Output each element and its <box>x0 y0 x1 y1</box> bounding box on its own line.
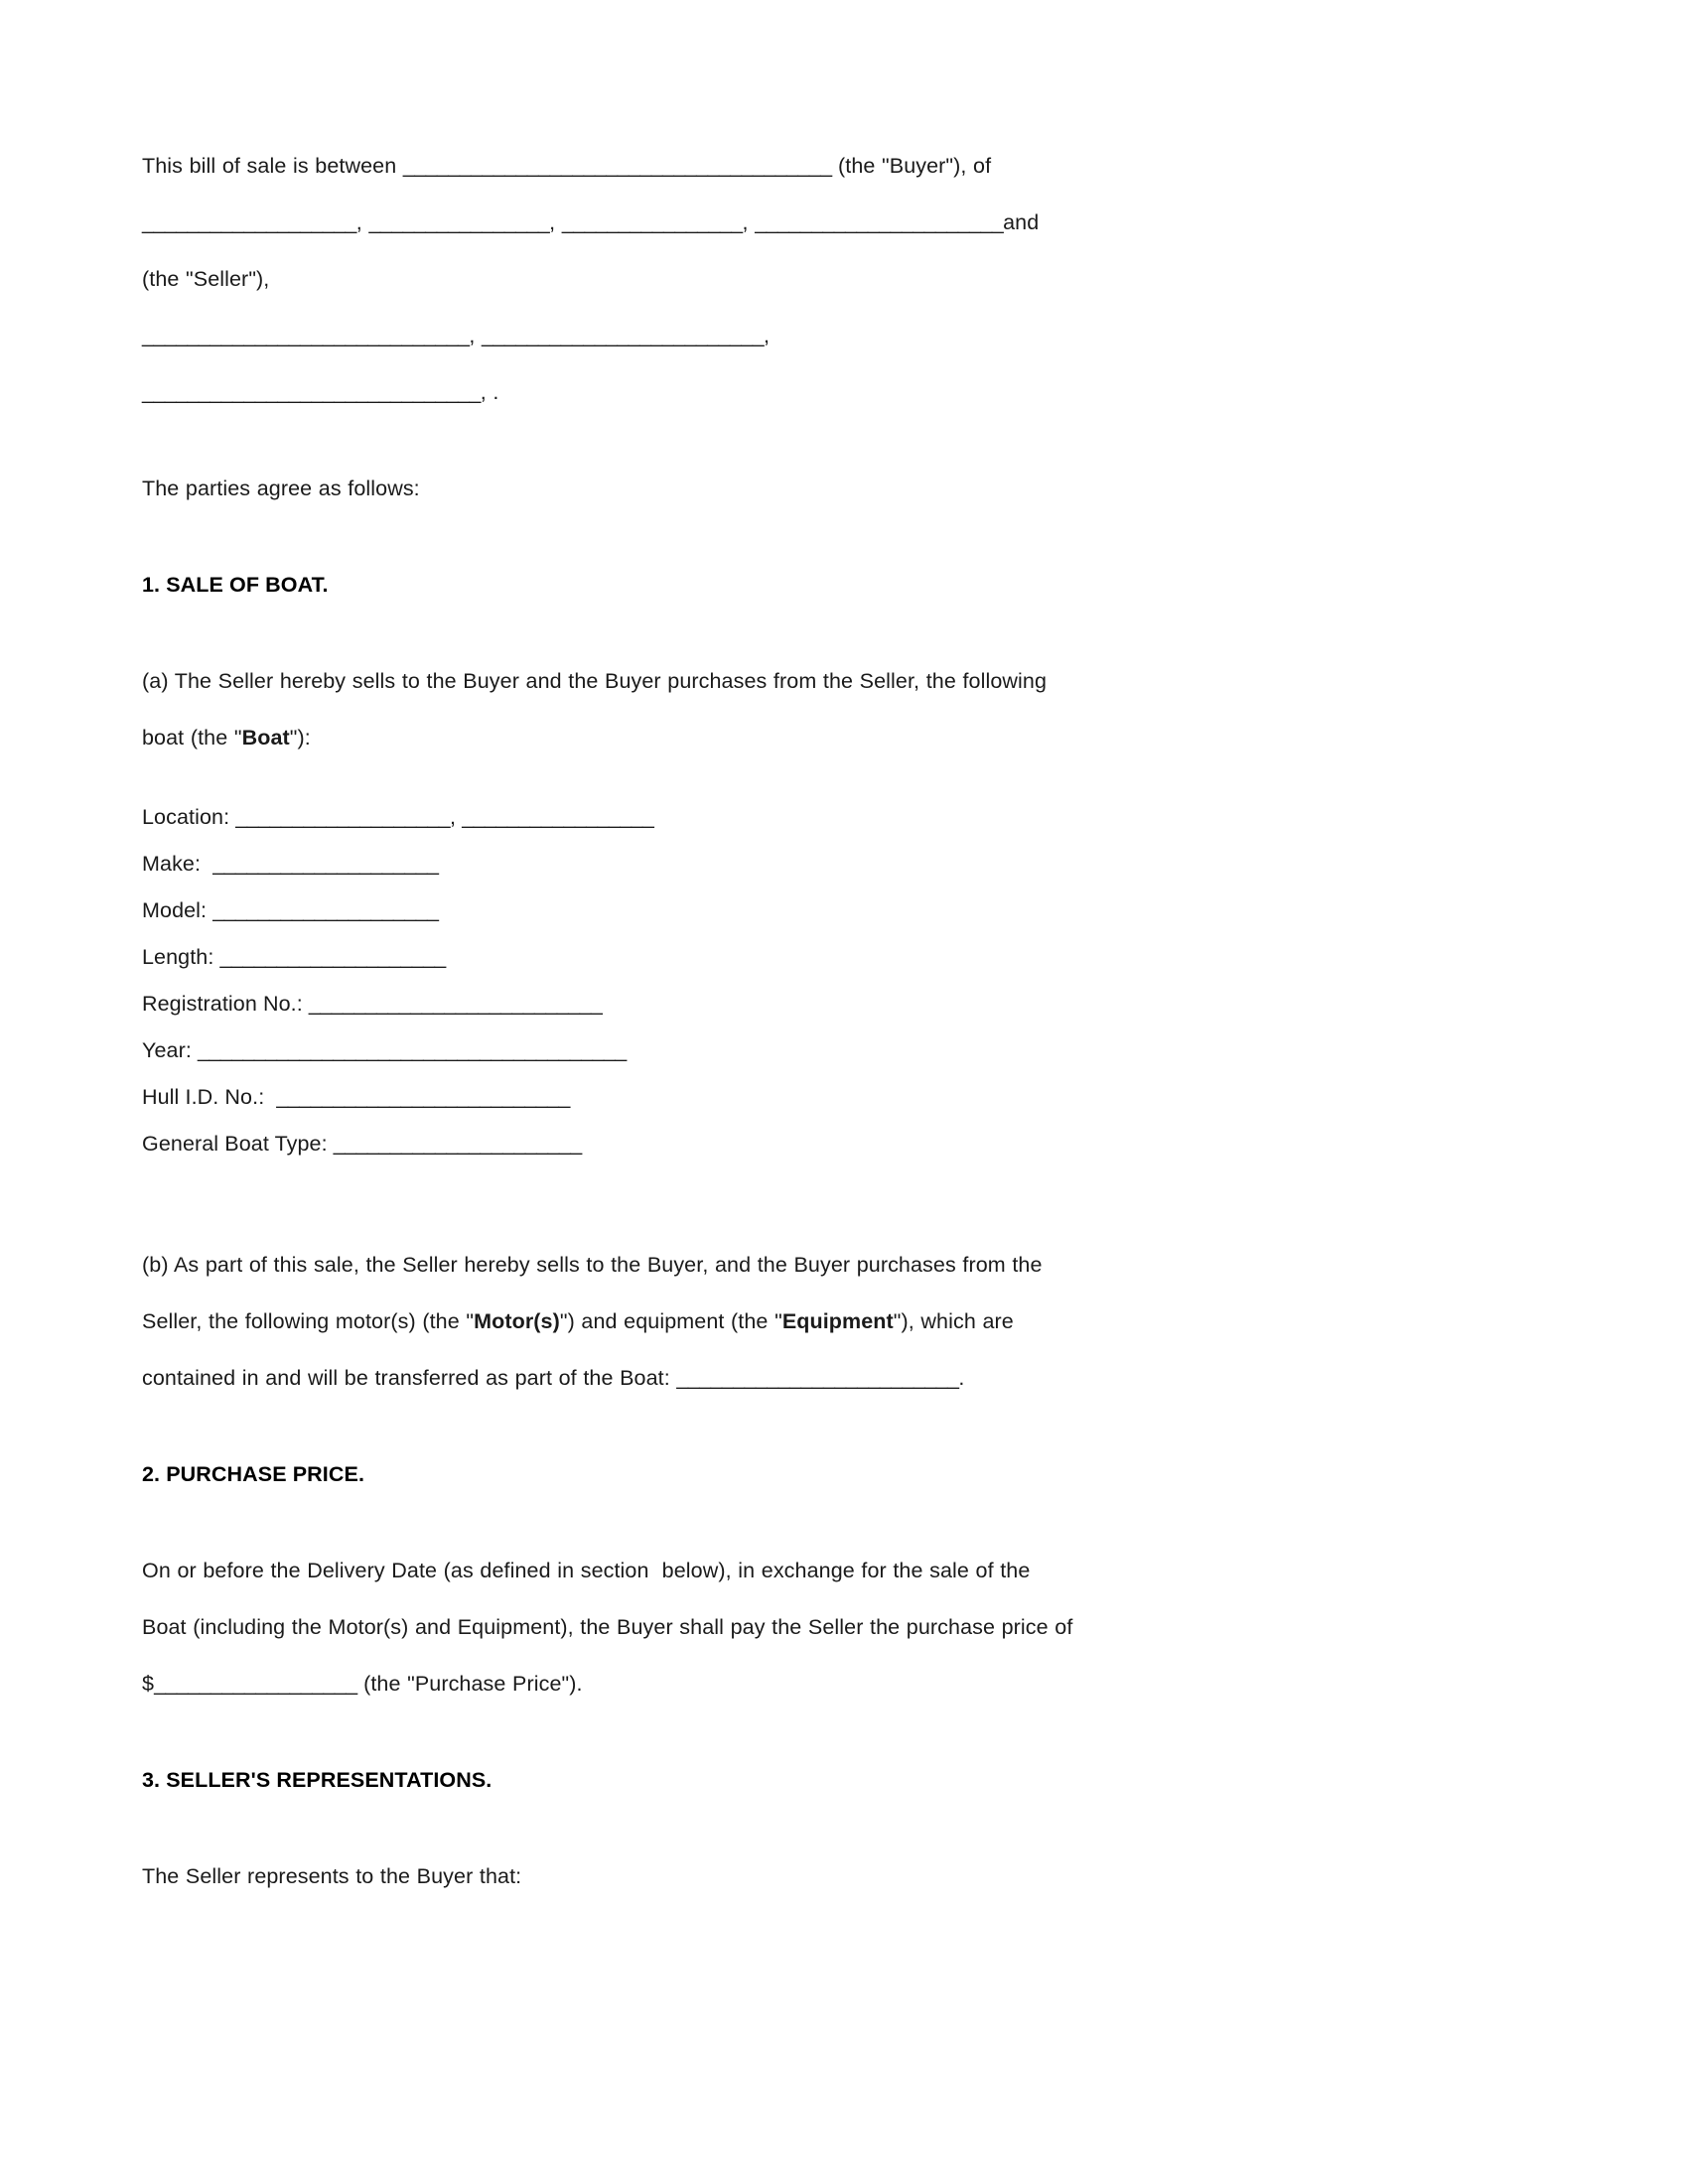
buyer-address-blank-3[interactable]: ________________ <box>561 210 743 234</box>
section-heading-purchase-price: 2. PURCHASE PRICE. <box>142 1462 365 1486</box>
clause-1a <box>142 653 1075 766</box>
agreement-lead: The parties agree as follows: <box>142 477 420 500</box>
clause-1b <box>142 1237 1075 1407</box>
spacer-after-heading-2 <box>142 1503 1075 1543</box>
intro-line1-prefix: This bill of sale is between <box>142 154 403 178</box>
field-label-length: Length: <box>142 945 220 969</box>
field-label-hull-id-no: Hull I.D. No.: <box>142 1085 277 1109</box>
field-blank-general-boat-type[interactable]: ______________________ <box>333 1132 582 1156</box>
intro-line3-suffix: , . <box>480 380 499 404</box>
field-blank-location-1[interactable]: ___________________ <box>235 805 451 829</box>
spacer-after-section-2 <box>142 1712 1075 1752</box>
buyer-address-blank-1[interactable]: ___________________ <box>142 210 356 234</box>
field-row-year <box>142 1027 1075 1074</box>
field-label-model: Model: <box>142 898 213 922</box>
clause-1b-part4: . <box>958 1366 965 1390</box>
intro-line2-suffix: and (the "Seller"), <box>142 210 1053 291</box>
field-row-make <box>142 841 1075 887</box>
field-row-hull-id-no <box>142 1074 1075 1121</box>
section-2-body-part2: (the "Purchase Price"). <box>356 1672 583 1696</box>
spacer-after-fields <box>142 1167 1075 1237</box>
buyer-address-blank-2[interactable]: ________________ <box>368 210 550 234</box>
intro-line3-sep2: , <box>763 324 776 347</box>
field-blank-location-2[interactable]: _________________ <box>462 805 654 829</box>
boat-details-list <box>142 794 1075 1167</box>
section-2-body <box>142 1543 1079 1712</box>
field-blank-make[interactable]: ____________________ <box>212 852 439 876</box>
clause-1a-text-before: (a) The Seller hereby sells to the Buyer and the Buyer purchases from the Seller, the following boat (the " <box>142 669 1054 750</box>
field-label-general-boat-type: General Boat Type: <box>142 1132 334 1156</box>
field-label-location: Location: <box>142 805 236 829</box>
purchase-price-blank[interactable]: __________________ <box>154 1672 357 1696</box>
section-3-body: The Seller represents to the Buyer that: <box>142 1864 522 1888</box>
clause-1b-part2: ") and equipment (the " <box>559 1309 782 1333</box>
field-row-general-boat-type <box>142 1121 1075 1167</box>
field-row-location <box>142 794 1075 841</box>
spacer-before-fields <box>142 766 1075 784</box>
document-body <box>142 0 1079 1905</box>
defined-term-equipment: Equipment <box>781 1309 894 1333</box>
field-row-length <box>142 934 1075 981</box>
top-margin-spacer <box>142 0 1075 57</box>
field-label-registration-no: Registration No.: <box>142 992 309 1016</box>
intro-line3-sep1: , <box>469 324 483 347</box>
field-row-model <box>142 887 1075 934</box>
spacer-after-heading-3 <box>142 1809 1075 1848</box>
intro-line1-suffix: (the "Buyer"), of <box>831 154 992 178</box>
seller-address-blank-2[interactable]: _________________________ <box>482 324 764 347</box>
section-heading-sellers-representations: 3. SELLER'S REPRESENTATIONS. <box>142 1768 492 1792</box>
clause-1b-part3: "), which are contained in and will be transferred as part of the Boat: <box>142 1309 1021 1390</box>
spacer-after-clause-1b <box>142 1407 1075 1446</box>
field-blank-model[interactable]: ____________________ <box>212 898 439 922</box>
spacer-after-heading-1 <box>142 614 1075 653</box>
defined-term-boat: Boat <box>241 726 290 750</box>
field-blank-length[interactable]: ____________________ <box>219 945 446 969</box>
spacer-after-lead <box>142 517 1075 557</box>
spacer-after-intro <box>142 421 1075 461</box>
field-label-year: Year: <box>142 1038 198 1062</box>
intro-paragraph <box>142 138 1075 421</box>
defined-term-motors: Motor(s) <box>474 1309 560 1333</box>
field-label-make: Make: <box>142 852 213 876</box>
clause-1a-text-after: "): <box>289 726 311 750</box>
equipment-description-blank[interactable]: _________________________ <box>676 1366 959 1390</box>
intro-line2-sep1: , <box>355 210 369 234</box>
field-blank-registration-no[interactable]: __________________________ <box>308 992 603 1016</box>
buyer-name-blank[interactable]: ______________________________________ <box>402 154 832 178</box>
section-heading-sale-of-boat: 1. SALE OF BOAT. <box>142 573 329 597</box>
buyer-address-blank-4[interactable]: ______________________ <box>755 210 1004 234</box>
intro-line2-sep3: , <box>742 210 756 234</box>
field-blank-year[interactable]: ______________________________________ <box>198 1038 627 1062</box>
seller-address-blank-3[interactable]: ______________________________ <box>142 380 481 404</box>
seller-address-blank-1[interactable]: _____________________________ <box>142 324 470 347</box>
intro-line2-sep2: , <box>549 210 562 234</box>
section-2-body-part1: On or before the Delivery Date (as defined in section below), in exchange for the sale of the Boat (including the Motor(s) and Equipment), the Buyer shall pay the Seller the purchase price of $ <box>142 1559 1079 1696</box>
field-separator-location: , <box>450 805 463 829</box>
top-margin-spacer-2 <box>142 57 1075 138</box>
field-blank-hull-id-no[interactable]: __________________________ <box>276 1085 570 1109</box>
field-row-registration-no <box>142 981 1075 1027</box>
clause-1b-part1: (b) As part of this sale, the Seller hereby sells to the Buyer, and the Buyer purchases from the Seller, the following motor(s) (the " <box>142 1253 1050 1333</box>
